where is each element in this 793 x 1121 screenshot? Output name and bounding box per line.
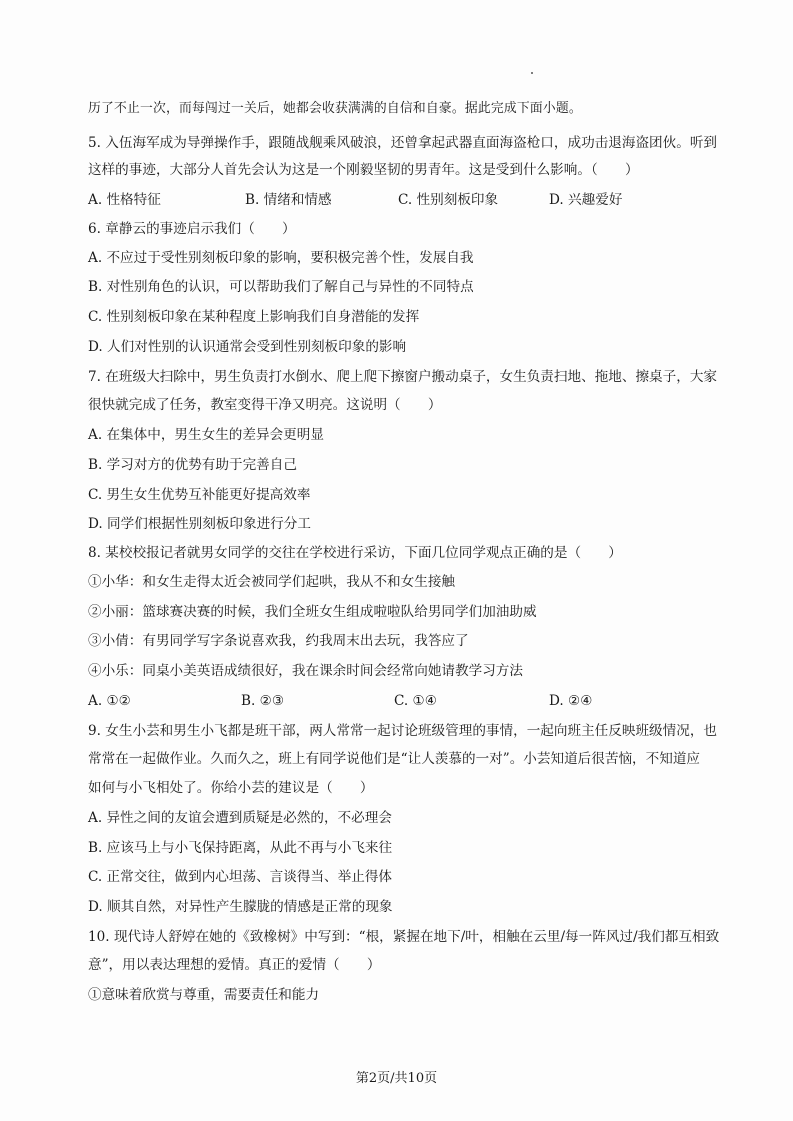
q8-option-d: D. ②④	[549, 693, 593, 709]
q8-statement-3: ③小倩：有男同学写字条说喜欢我，约我周末出去玩，我答应了	[88, 633, 469, 649]
q7-option-c: C. 男生女生优势互补能更好提高效率	[88, 487, 311, 503]
q9-stem-line1: 9. 女生小芸和男生小飞都是班干部，两人常常一起讨论班级管理的事情，一起向班主任反映班级情况，也	[88, 723, 718, 739]
q8-stem: 8. 某校校报记者就男女同学的交往在学校进行采访，下面几位同学观点正确的是（ ）	[88, 545, 622, 561]
q8-statement-2: ②小丽：篮球赛决赛的时候，我们全班女生组成啦啦队给男同学们加油助威	[88, 604, 537, 620]
q7-option-b: B. 学习对方的优势有助于完善自己	[88, 457, 297, 473]
q5-option-a: A. 性格特征	[88, 192, 161, 208]
page-number: 第2页/共10页	[355, 1071, 438, 1086]
scan-speck	[531, 72, 533, 74]
q9-option-d: D. 顺其自然，对异性产生朦胧的情感是正常的现象	[88, 899, 393, 915]
q10-stem-line1: 10. 现代诗人舒婷在她的《致橡树》中写到：“根，紧握在地下/叶，相触在云里/每一阵风过/我们都互相致	[88, 929, 720, 945]
q8-option-c: C. ①④	[394, 693, 437, 709]
q6-option-c: C. 性别刻板印象在某种程度上影响我们自身潜能的发挥	[88, 309, 420, 325]
q10-stem-line2: 意”，用以表达理想的爱情。真正的爱情（ ）	[88, 957, 381, 973]
q8-statement-4: ④小乐：同桌小美英语成绩很好，我在课余时间会经常向她请教学习方法	[88, 663, 523, 679]
q5-stem-line2: 这样的事迹，大部分人首先会认为这是一个刚毅坚韧的男青年。这是受到什么影响。（ ）	[88, 162, 639, 178]
q6-option-a: A. 不应过于受性别刻板印象的影响，要积极完善个性，发展自我	[88, 250, 474, 266]
q5-option-c: C. 性别刻板印象	[398, 192, 499, 208]
q6-stem: 6. 章静云的事迹启示我们（ ）	[88, 221, 296, 237]
q7-stem-line1: 7. 在班级大扫除中，男生负责打水倒水、爬上爬下擦窗户搬动桌子，女生负责扫地、拖地、擦桌子，大家	[88, 369, 718, 385]
q5-option-b: B. 情绪和情感	[245, 192, 332, 208]
q9-option-b: B. 应该马上与小飞保持距离，从此不再与小飞来往	[88, 840, 393, 856]
passage-continuation: 历了不止一次，而每闯过一关后，她都会收获满满的自信和自豪。据此完成下面小题。	[88, 101, 582, 116]
q9-stem-line2: 常常在一起做作业。久而久之，班上有同学说他们是“让人羡慕的一对”。小芸知道后很苦恼，不知道应	[88, 751, 701, 767]
q7-stem-line2: 很快就完成了任务，教室变得干净又明亮。这说明（ ）	[88, 397, 442, 413]
q9-stem-line3: 如何与小飞相处了。你给小芸的建议是（ ）	[88, 780, 374, 796]
q5-stem-line1: 5. 入伍海军成为导弹操作手，跟随战舰乘风破浪，还曾拿起武器直面海盗枪口，成功击退海盗团伙。听到	[88, 135, 718, 151]
q8-option-b: B. ②③	[241, 693, 285, 709]
q8-option-a: A. ①②	[88, 693, 131, 709]
q7-option-d: D. 同学们根据性别刻板印象进行分工	[88, 516, 311, 532]
q5-option-d: D. 兴趣爱好	[549, 192, 623, 208]
q10-statement-1: ①意味着欣赏与尊重，需要责任和能力	[88, 987, 320, 1003]
q9-option-a: A. 异性之间的友谊会遭到质疑是必然的，不必理会	[88, 810, 392, 826]
q8-statement-1: ①小华：和女生走得太近会被同学们起哄，我从不和女生接触	[88, 574, 456, 590]
q6-option-b: B. 对性别角色的认识，可以帮助我们了解自己与异性的不同特点	[88, 279, 474, 295]
q7-option-a: A. 在集体中，男生女生的差异会更明显	[88, 427, 324, 443]
q6-option-d: D. 人们对性别的认识通常会受到性别刻板印象的影响	[88, 339, 407, 355]
q9-option-c: C. 正常交往，做到内心坦荡、言谈得当、举止得体	[88, 869, 393, 885]
